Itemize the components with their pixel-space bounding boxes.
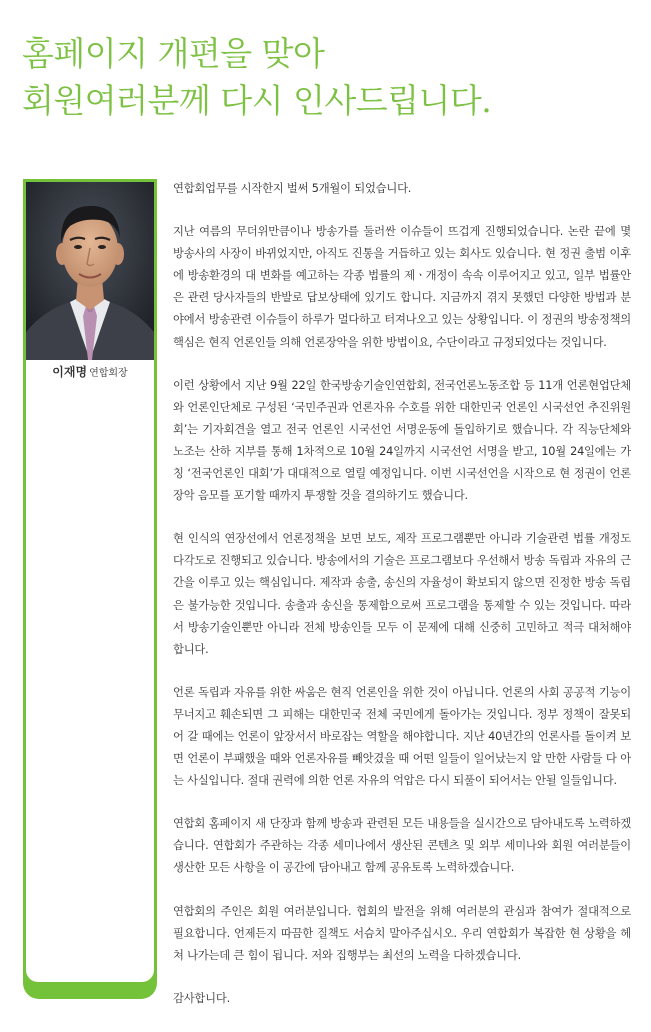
letter-closing: 감사합니다. (173, 991, 230, 1005)
letter-paragraph: 이런 상황에서 지난 9월 22일 한국방송기술인연합회, 전국언론노동조합 등 11개 언론현업단체와 언론인단체로 구성된 ‘국민주권과 언론자유 수호를 위한 대한민국 언론인 시국선언 추진위원회’는 기자회견을 열고 전국 언론인 시국선언 서명운동에 돌입하기로 했습니다. 각 직능단체와 노조는 산하 지부를 통해 1차적으로 10월 24일까지 시국선언 서명을 받고, 10월 24일에는 가칭 ‘전국언론인 대회’가 대대적으로 열릴 예정입니다. 이번 시국선언을 시작으로 현 정권이 언론장악 음모를 포기할 때까지 투쟁할 것을 결의하기도 했습니다. (173, 378, 631, 503)
profile-caption (26, 360, 154, 382)
profile-name: 이재명 (52, 365, 88, 379)
headline-line-2: 회원여러분께 다시 인사드립니다. (22, 81, 492, 120)
letter-paragraph: 연합회의 주인은 회원 여러분입니다. 협회의 발전을 위해 여러분의 관심과 참여가 절대적으로 필요합니다. 언제든지 따끔한 질책도 서슴치 말아주십시오. 우리 연합회가 복잡한 현 상황을 헤쳐 나가는데 큰 힘이 됩니다. 저와 집행부는 최선의 노력을 다하겠습니다. (173, 904, 631, 962)
letter-paragraph: 언론 독립과 자유를 위한 싸움은 현직 언론인을 위한 것이 아닙니다. 언론의 사회 공공적 기능이 무너지고 훼손되면 그 피해는 대한민국 전체 국민에게 돌아가는 것입니다. 정부 정책이 잘못되어 갈 때에는 언론이 앞장서서 바로잡는 역할을 해야합니다. 지난 40년간의 언론사를 돌이켜 보면 언론이 부패했을 때와 언론자유를 빼앗겼을 때 어떤 일들이 일어났는지 알 만한 사람들 다 아는 사실입니다. 절대 권력에 의한 언론 자유의 억압은 다시 되풀이 되어서는 안될 일들입니다. (173, 685, 631, 788)
headline-line-1: 홈페이지 개편을 맞아 (22, 34, 325, 73)
letter-paragraph: 지난 여름의 무더위만큼이나 방송가를 둘러싼 이슈들이 뜨겁게 진행되었습니다. 논란 끝에 몇 방송사의 사장이 바뀌었지만, 아직도 진통을 거듭하고 있는 회사도 있습니다. 현 정권 출범 이후에 방송환경의 대 변화를 예고하는 각종 법률의 제ㆍ개정이 속속 이루어지고 있고, 일부 법률안은 관련 당사자들의 반발로 답보상태에 있기도 합니다. 지금까지 겪지 못했던 다양한 방법과 분야에서 방송관련 이슈들이 하루가 멀다하고 터져나오고 있는 상황입니다. 이 정권의 방송정책의 핵심은 현직 언론인들 의해 언론장악을 위한 방법이요, 수단이라고 규정되었다는 것입니다. (173, 225, 631, 349)
profile-role: 연합회장 (89, 368, 128, 379)
letter-paragraph: 현 인식의 연장선에서 언론정책을 보면 보도, 제작 프로그램뿐만 아니라 기술관련 법률 개정도 다각도로 진행되고 있습니다. 방송에서의 기술은 프로그램보다 우선해서 방송 독립과 자유의 근간을 이루고 있는 핵심입니다. 제작과 송출, 송신의 자율성이 확보되지 않으면 진정한 방송 독립은 불가능한 것입니다. 송출과 송신을 통제함으로써 프로그램을 통제할 수 있는 것입니다. 따라서 방송기술인뿐만 아니라 전체 방송인들 모두 이 문제에 대해 신중히 고민하고 적극 대처해야합니다. (173, 532, 631, 656)
portrait-photo (26, 182, 154, 360)
letter-paragraph: 연합회업무를 시작한지 벌써 5개월이 되었습니다. (173, 182, 412, 195)
sidebar-inner-panel (26, 382, 154, 982)
page-headline (22, 30, 642, 124)
profile-sidebar (23, 179, 157, 999)
greeting-letter (173, 178, 631, 1010)
letter-paragraph: 연합회 홈페이지 새 단장과 함께 방송과 관련된 모든 내용들을 실시간으로 담아내도록 노력하겠습니다. 연합회가 주관하는 각종 세미나에서 생산된 콘텐츠 및 외부 세미나와 회원 여러분들이 생산한 모든 사항을 이 공간에 담아내고 함께 공유토록 노력하겠습니다. (173, 817, 631, 875)
